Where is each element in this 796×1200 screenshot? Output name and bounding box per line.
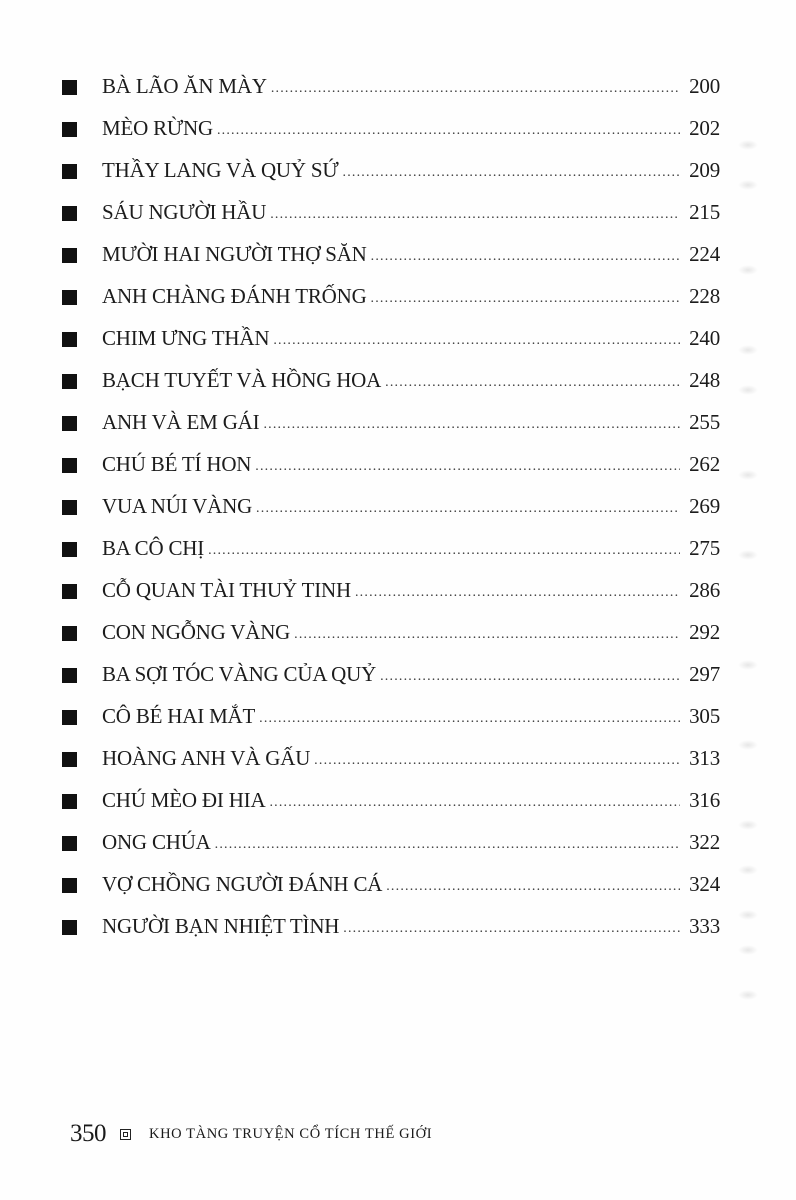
dot-leader	[215, 827, 680, 863]
toc-entry[interactable]	[62, 866, 720, 908]
toc-entry-page: 224	[689, 242, 720, 266]
dot-leader	[269, 785, 680, 821]
show-through-mark	[738, 910, 758, 920]
square-bullet-icon	[62, 374, 77, 389]
page-number: 350	[70, 1120, 106, 1147]
square-bullet-icon	[62, 164, 77, 179]
square-bullet-icon	[62, 752, 77, 767]
toc-entry-page: 324	[689, 872, 720, 896]
square-bullet-icon	[62, 122, 77, 137]
toc-entry-title: BẠCH TUYẾT VÀ HỒNG HOA	[102, 368, 382, 392]
toc-entry[interactable]	[62, 656, 720, 698]
toc-entry[interactable]	[62, 152, 720, 194]
toc-entry-page: 202	[689, 116, 720, 140]
dot-leader	[208, 533, 680, 569]
dot-leader	[270, 197, 680, 233]
show-through-mark	[738, 550, 758, 560]
square-bullet-icon	[62, 458, 77, 473]
square-bullet-icon	[62, 584, 77, 599]
show-through-mark	[738, 385, 758, 395]
dot-leader	[256, 491, 680, 527]
toc-entry-page: 305	[689, 704, 720, 728]
toc-entry[interactable]	[62, 278, 720, 320]
toc-entry-title: CỖ QUAN TÀI THUỶ TINH	[102, 578, 351, 602]
toc-entry[interactable]	[62, 908, 720, 950]
toc-entry-title: BÀ LÃO ĂN MÀY	[102, 74, 267, 98]
square-bullet-icon	[62, 416, 77, 431]
dot-leader	[355, 575, 680, 611]
toc-entry[interactable]	[62, 824, 720, 866]
toc-entry-title: ONG CHÚA	[102, 830, 211, 854]
toc-entry-page: 297	[689, 662, 720, 686]
toc-entry-title: MƯỜI HAI NGƯỜI THỢ SĂN	[102, 242, 367, 266]
square-bullet-icon	[62, 332, 77, 347]
dot-leader	[314, 743, 680, 779]
toc-entry-title: THẦY LANG VÀ QUỶ SỨ	[102, 158, 339, 182]
toc-entry-page: 209	[689, 158, 720, 182]
toc-entry[interactable]	[62, 110, 720, 152]
dot-leader	[259, 701, 680, 737]
toc-entry-title: VỢ CHỒNG NGƯỜI ĐÁNH CÁ	[102, 872, 383, 896]
show-through-mark	[738, 945, 758, 955]
toc-entry-page: 316	[689, 788, 720, 812]
square-bullet-icon	[62, 920, 77, 935]
dot-leader	[217, 113, 680, 149]
toc-entry-title: ANH CHÀNG ĐÁNH TRỐNG	[102, 284, 367, 308]
toc-entry[interactable]	[62, 782, 720, 824]
toc-entry-page: 269	[689, 494, 720, 518]
dot-leader	[371, 281, 680, 317]
page-footer	[70, 1120, 432, 1148]
dot-leader	[371, 239, 680, 275]
dot-leader	[263, 407, 680, 443]
toc-entry-title: CHÚ MÈO ĐI HIA	[102, 788, 266, 812]
show-through-mark	[738, 865, 758, 875]
running-book-title: KHO TÀNG TRUYỆN CỔ TÍCH THẾ GIỚI	[149, 1125, 433, 1142]
toc-entry-page: 255	[689, 410, 720, 434]
toc-entry-title: BA SỢI TÓC VÀNG CỦA QUỶ	[102, 662, 377, 686]
toc-entry-title: CHIM ƯNG THẦN	[102, 326, 270, 350]
toc-entry[interactable]	[62, 698, 720, 740]
square-bullet-icon	[62, 248, 77, 263]
toc-entry[interactable]	[62, 446, 720, 488]
toc-entry-page: 333	[689, 914, 720, 938]
toc-entry[interactable]	[62, 362, 720, 404]
dot-leader	[385, 365, 680, 401]
show-through-mark	[738, 660, 758, 670]
square-bullet-icon	[62, 80, 77, 95]
show-through-mark	[738, 265, 758, 275]
toc-entry-title: BA CÔ CHỊ	[102, 536, 205, 560]
square-bullet-icon	[62, 794, 77, 809]
toc-entry[interactable]	[62, 530, 720, 572]
toc-entry[interactable]	[62, 614, 720, 656]
show-through-mark	[738, 470, 758, 480]
dot-leader	[273, 323, 680, 359]
toc-entry-page: 292	[689, 620, 720, 644]
square-bullet-icon	[62, 710, 77, 725]
square-bullet-icon	[62, 290, 77, 305]
toc-entry-page: 322	[689, 830, 720, 854]
show-through-mark	[738, 140, 758, 150]
toc-entry[interactable]	[62, 404, 720, 446]
show-through-mark	[738, 990, 758, 1000]
square-bullet-icon	[62, 542, 77, 557]
toc-entry-page: 313	[689, 746, 720, 770]
dot-leader	[380, 659, 680, 695]
toc-entry-page: 248	[689, 368, 720, 392]
square-bullet-icon	[62, 500, 77, 515]
toc-entry-title: HOÀNG ANH VÀ GẤU	[102, 746, 311, 770]
dot-leader	[343, 155, 681, 191]
toc-entry[interactable]	[62, 488, 720, 530]
toc-entry[interactable]	[62, 68, 720, 110]
square-bullet-icon	[62, 836, 77, 851]
toc-entry-page: 286	[689, 578, 720, 602]
dot-leader	[386, 869, 680, 905]
dot-leader	[294, 617, 680, 653]
toc-entry-page: 215	[689, 200, 720, 224]
dot-leader	[343, 911, 680, 947]
square-bullet-icon	[62, 626, 77, 641]
show-through-mark	[738, 180, 758, 190]
toc-entry-page: 240	[689, 326, 720, 350]
toc-entry-page: 228	[689, 284, 720, 308]
square-bullet-icon	[62, 206, 77, 221]
square-bullet-icon	[62, 878, 77, 893]
toc-entry-page: 262	[689, 452, 720, 476]
dot-leader	[255, 449, 680, 485]
toc-entry-title: NGƯỜI BẠN NHIỆT TÌNH	[102, 914, 340, 938]
show-through-mark	[738, 820, 758, 830]
toc-entry-title: CÔ BÉ HAI MẮT	[102, 704, 256, 728]
square-ornament-icon	[120, 1129, 131, 1140]
toc-entry-page: 275	[689, 536, 720, 560]
toc-entry[interactable]	[62, 194, 720, 236]
toc-entry-title: VUA NÚI VÀNG	[102, 494, 253, 518]
toc-entry-title: CHÚ BÉ TÍ HON	[102, 452, 252, 476]
toc-entry[interactable]	[62, 572, 720, 614]
show-through-mark	[738, 345, 758, 355]
toc-entry-title: ANH VÀ EM GÁI	[102, 410, 260, 434]
toc-entry[interactable]	[62, 320, 720, 362]
toc-entry[interactable]	[62, 236, 720, 278]
toc-entry-title: SÁU NGƯỜI HẦU	[102, 200, 267, 224]
toc-entry[interactable]	[62, 740, 720, 782]
toc-entry-title: CON NGỖNG VÀNG	[102, 620, 291, 644]
dot-leader	[271, 71, 680, 107]
table-of-contents	[62, 68, 720, 950]
square-bullet-icon	[62, 668, 77, 683]
toc-entry-title: MÈO RỪNG	[102, 116, 213, 140]
toc-entry-page: 200	[689, 74, 720, 98]
show-through-mark	[738, 740, 758, 750]
